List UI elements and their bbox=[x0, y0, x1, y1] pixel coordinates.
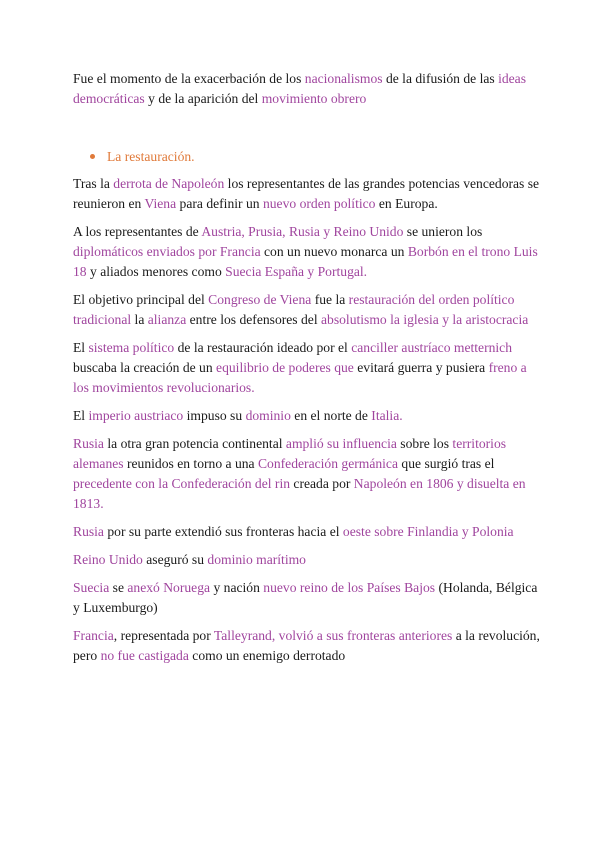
highlighted-term: oeste sobre Finlandia y Polonia bbox=[342, 524, 514, 539]
section-list bbox=[73, 147, 540, 167]
highlighted-term: equilibrio de poderes que bbox=[216, 360, 354, 375]
body-paragraph bbox=[73, 550, 540, 570]
highlighted-term: derrota de Napoleón bbox=[113, 176, 225, 191]
body-paragraph bbox=[73, 290, 540, 330]
text-run: Tras la bbox=[73, 176, 114, 191]
text-run: sobre los bbox=[396, 436, 453, 451]
text-run: se bbox=[109, 580, 128, 595]
text-run: de la restauración ideado por el bbox=[174, 340, 352, 355]
text-run: evitará guerra y pusiera bbox=[353, 360, 489, 375]
highlighted-term: Talleyrand, volvió a sus fronteras anteriores bbox=[213, 628, 453, 643]
body-paragraphs bbox=[73, 174, 540, 666]
highlighted-term: Reino Unido bbox=[73, 552, 143, 567]
highlighted-term: Viena bbox=[144, 196, 177, 211]
body-paragraph bbox=[73, 626, 540, 666]
body-paragraph bbox=[73, 578, 540, 618]
highlighted-term: dominio bbox=[245, 408, 291, 423]
body-paragraph bbox=[73, 174, 540, 214]
intro-paragraph bbox=[73, 69, 540, 109]
text-run: A los representantes de bbox=[73, 224, 202, 239]
highlighted-term: Italia. bbox=[371, 408, 403, 423]
highlighted-term: Confederación germánica bbox=[257, 456, 399, 471]
highlighted-term: Congreso de Viena bbox=[208, 292, 312, 307]
text-run: como un enemigo derrotado bbox=[188, 648, 346, 663]
text-run: reunidos en torno a una bbox=[123, 456, 258, 471]
body-paragraph bbox=[73, 522, 540, 542]
highlighted-term: territorios alemanes bbox=[73, 436, 507, 471]
highlighted-term: nacionalismos bbox=[304, 71, 383, 86]
highlighted-term: absolutismo la iglesia y la aristocracia bbox=[321, 312, 529, 327]
highlighted-term: Napoleón en 1806 y disuelta en 1813. bbox=[73, 476, 526, 511]
text-run: la otra gran potencia continental bbox=[103, 436, 286, 451]
highlighted-term: Suecia España y Portugal. bbox=[225, 264, 368, 279]
text-run: creada por bbox=[290, 476, 354, 491]
body-paragraph bbox=[73, 434, 540, 514]
highlighted-term: freno a los movimientos revolucionarios. bbox=[73, 360, 527, 395]
highlighted-term: canciller austríaco metternich bbox=[351, 340, 513, 355]
text-run: de la difusión de las bbox=[382, 71, 499, 86]
section-heading-label: La restauración. bbox=[107, 149, 195, 164]
text-run: para definir un bbox=[176, 196, 263, 211]
text-run: El objetivo principal del bbox=[73, 292, 209, 307]
text-run: por su parte extendió sus fronteras hacia el bbox=[103, 524, 343, 539]
highlighted-term: amplió su influencia bbox=[285, 436, 397, 451]
body-paragraph bbox=[73, 222, 540, 282]
text-run: y de la aparición del bbox=[144, 91, 262, 106]
text-run: con un nuevo monarca un bbox=[260, 244, 408, 259]
text-run: la bbox=[131, 312, 148, 327]
highlighted-term: nuevo reino de los Países Bajos bbox=[263, 580, 436, 595]
text-run: que surgió tras el bbox=[398, 456, 495, 471]
highlighted-term: imperio austriaco bbox=[88, 408, 184, 423]
text-run: El bbox=[73, 408, 89, 423]
highlighted-term: Suecia bbox=[73, 580, 110, 595]
highlighted-term: dominio marítimo bbox=[207, 552, 306, 567]
bullet-icon bbox=[90, 154, 95, 159]
section-heading bbox=[107, 147, 540, 167]
text-run: (Holanda, Bélgica y Luxemburgo) bbox=[73, 580, 538, 615]
highlighted-term: ideas democráticas bbox=[73, 71, 527, 106]
text-run: a la revolución, pero bbox=[73, 628, 540, 663]
text-run: en Europa. bbox=[375, 196, 438, 211]
highlighted-term: anexó Noruega bbox=[127, 580, 211, 595]
text-run: aseguró su bbox=[142, 552, 208, 567]
text-run: y aliados menores como bbox=[86, 264, 226, 279]
highlighted-term: precedente con la Confederación del rin bbox=[73, 476, 291, 491]
highlighted-term: Rusia bbox=[73, 436, 104, 451]
text-run: El bbox=[73, 340, 89, 355]
text-run: se unieron los bbox=[403, 224, 483, 239]
text-run: y nación bbox=[210, 580, 264, 595]
text-run: impuso su bbox=[183, 408, 246, 423]
highlighted-term: diplomáticos enviados por Francia bbox=[73, 244, 261, 259]
text-run: en el norte de bbox=[290, 408, 372, 423]
highlighted-term: Austria, Prusia, Rusia y Reino Unido bbox=[201, 224, 404, 239]
text-run: Fue el momento de la exacerbación de los bbox=[73, 71, 305, 86]
text-run: , representada por bbox=[113, 628, 214, 643]
text-run: buscaba la creación de un bbox=[73, 360, 217, 375]
highlighted-term: sistema político bbox=[88, 340, 175, 355]
highlighted-term: Francia bbox=[73, 628, 114, 643]
text-run: los representantes de las grandes potencias vencedoras se reunieron en bbox=[73, 176, 540, 211]
highlighted-term: nuevo orden político bbox=[262, 196, 376, 211]
body-paragraph bbox=[73, 406, 540, 426]
body-paragraph bbox=[73, 338, 540, 398]
text-run: fue la bbox=[311, 292, 349, 307]
highlighted-term: movimiento obrero bbox=[261, 91, 367, 106]
highlighted-term: alianza bbox=[147, 312, 187, 327]
highlighted-term: Rusia bbox=[73, 524, 104, 539]
highlighted-term: restauración del orden político tradicional bbox=[73, 292, 515, 327]
highlighted-term: Borbón en el trono Luis 18 bbox=[73, 244, 538, 279]
highlighted-term: no fue castigada bbox=[100, 648, 189, 663]
text-run: entre los defensores del bbox=[186, 312, 322, 327]
